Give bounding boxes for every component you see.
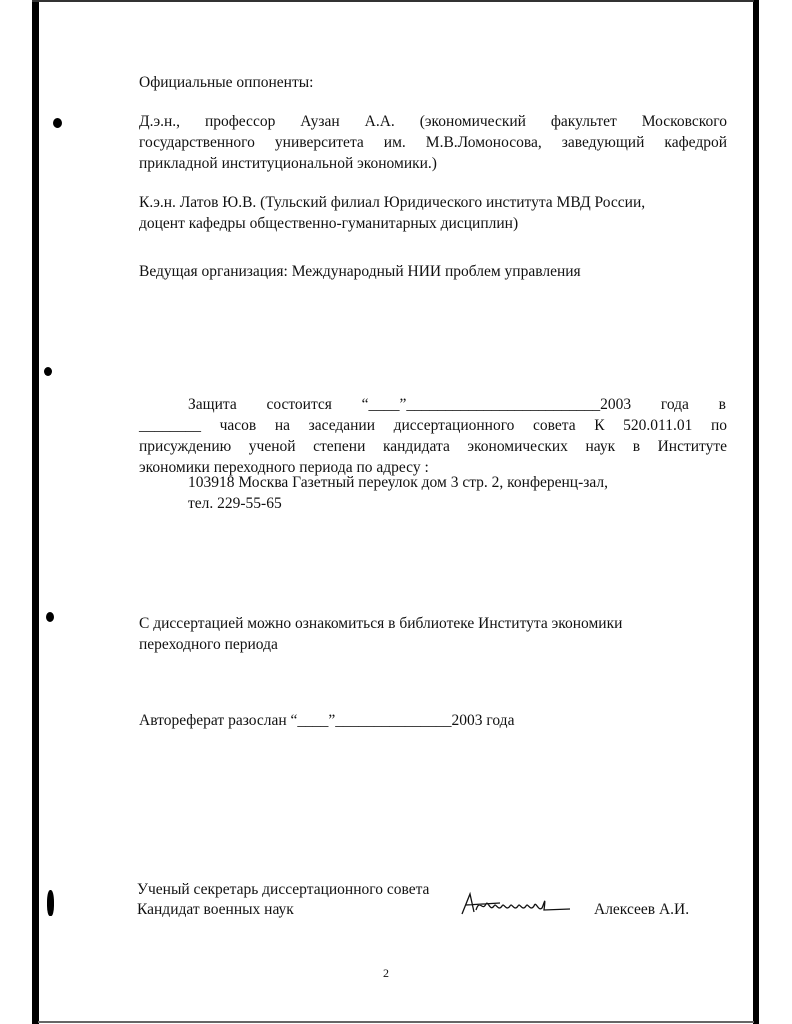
library-line: С диссертацией можно ознакомиться в библиотеке Института экономики [139, 615, 623, 632]
opponent-latov-line: К.э.н. Латов Ю.В. (Тульский филиал Юридического института МВД России, [139, 194, 646, 211]
punch-hole-mark [53, 118, 62, 128]
defense-phone: тел. 229-55-65 [188, 495, 282, 512]
defense-line: присуждению ученой степени кандидата экономических наук в Институте [139, 438, 727, 455]
secretary-name: Алексеев А.И. [594, 901, 690, 918]
signature-icon [460, 890, 580, 920]
scan-border-left [32, 0, 39, 1024]
defense-address: 103918 Москва Газетный переулок дом 3 стр. 2, конференц-зал, [188, 474, 609, 491]
secretary-title: Ученый секретарь диссертационного совета [137, 881, 430, 898]
opponents-heading: Официальные оппоненты: [139, 74, 314, 91]
opponent-auzan-line: Д.э.н., профессор Аузан А.А. (экономический факультет Московского [139, 113, 727, 130]
page-number: 2 [383, 966, 389, 980]
secretary-degree: Кандидат военных наук [137, 901, 294, 918]
mailed-date: Автореферат разослан “____”_______________2003 года [139, 712, 515, 729]
scan-border-right [753, 0, 759, 1024]
opponent-auzan-line: прикладной институциональной экономики.) [139, 155, 437, 172]
scan-border-top [32, 0, 754, 2]
scan-border-bottom [38, 1021, 754, 1023]
punch-hole-mark [44, 367, 52, 376]
punch-hole-mark [47, 890, 54, 916]
defense-line: Защита состоится “____”_________________________2003 года в [188, 396, 726, 413]
opponent-latov-line: доцент кафедры общественно-гуманитарных дисциплин) [139, 215, 519, 232]
defense-line: ________ часов на заседании диссертационного совета К 520.011.01 по [139, 417, 727, 434]
leading-organization: Ведущая организация: Международный НИИ проблем управления [139, 263, 581, 280]
punch-hole-mark [46, 612, 54, 622]
library-line: переходного периода [139, 636, 278, 653]
defense-line: экономики переходного периода по адресу : [139, 459, 429, 476]
opponent-auzan-line: государственного университета им. М.В.Ломоносова, заведующий кафедрой [139, 134, 727, 151]
